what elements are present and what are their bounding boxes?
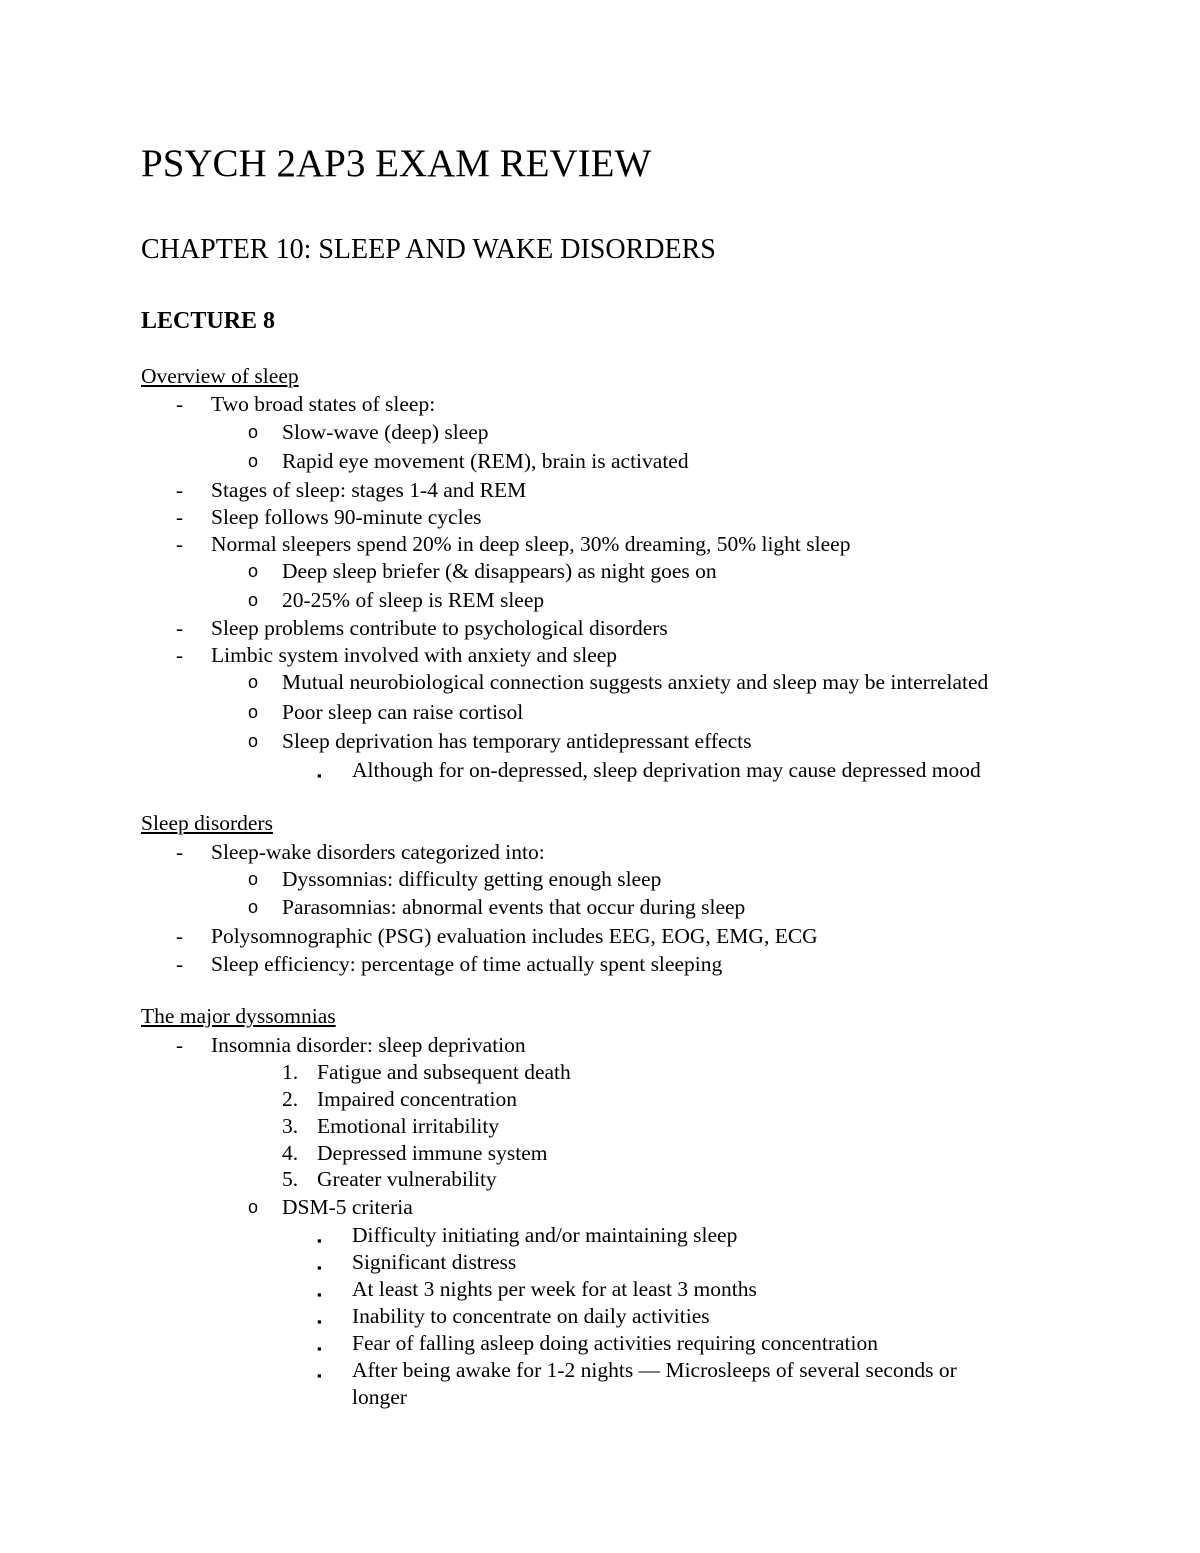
square-bullet: ▪ (317, 1287, 322, 1302)
list-item-text: Stages of sleep: stages 1-4 and REM (211, 478, 527, 502)
list-item-text: Difficulty initiating and/or maintaining sleep (352, 1223, 738, 1247)
list-item-text: Rapid eye movement (REM), brain is activated (282, 449, 689, 473)
square-bullet: ▪ (317, 1341, 322, 1356)
list-item-text: Impaired concentration (317, 1087, 517, 1111)
list-item-text: Normal sleepers spend 20% in deep sleep, 30% dreaming, 50% light sleep (211, 532, 851, 556)
section-heading-major-dyssomnias: The major dyssomnias (141, 1004, 336, 1028)
list-item-text: Significant distress (352, 1250, 517, 1274)
square-bullet: ▪ (317, 1368, 322, 1383)
circle-bullet: o (248, 561, 259, 581)
item-number: 1. (282, 1060, 299, 1084)
list-item-text: 20-25% of sleep is REM sleep (282, 588, 545, 612)
dash-bullet: - (176, 478, 183, 502)
item-number: 2. (282, 1087, 299, 1111)
list-item-text: Emotional irritability (317, 1114, 500, 1138)
section-heading-overview: Overview of sleep (141, 364, 299, 388)
list-item-text: DSM-5 criteria (282, 1195, 413, 1219)
chapter-heading: CHAPTER 10: SLEEP AND WAKE DISORDERS (141, 234, 716, 265)
item-number: 4. (282, 1141, 299, 1165)
list-item-text: Fatigue and subsequent death (317, 1060, 571, 1084)
dash-bullet: - (176, 532, 183, 556)
list-item-text: Slow-wave (deep) sleep (282, 420, 489, 444)
list-item-text: Sleep deprivation has temporary antidepressant effects (282, 729, 752, 753)
list-item-text: Insomnia disorder: sleep deprivation (211, 1033, 526, 1057)
dash-bullet: - (176, 643, 183, 667)
dash-bullet: - (176, 924, 183, 948)
circle-bullet: o (248, 897, 259, 917)
dash-bullet: - (176, 616, 183, 640)
circle-bullet: o (248, 869, 259, 889)
circle-bullet: o (248, 731, 259, 751)
list-item-text: Poor sleep can raise cortisol (282, 700, 524, 724)
list-item-text: longer (352, 1385, 407, 1409)
square-bullet: ▪ (317, 1260, 322, 1275)
list-item-text: Inability to concentrate on daily activities (352, 1304, 710, 1328)
circle-bullet: o (248, 702, 259, 722)
document-title: PSYCH 2AP3 EXAM REVIEW (141, 142, 652, 185)
item-number: 3. (282, 1114, 299, 1138)
list-item-text: Although for on-depressed, sleep deprivation may cause depressed mood (352, 758, 981, 782)
list-item-text: After being awake for 1-2 nights — Microsleeps of several seconds or (352, 1358, 957, 1382)
list-item-text: Greater vulnerability (317, 1167, 497, 1191)
dash-bullet: - (176, 840, 183, 864)
circle-bullet: o (248, 1197, 259, 1217)
list-item-text: Sleep problems contribute to psychological disorders (211, 616, 668, 640)
list-item-text: Limbic system involved with anxiety and sleep (211, 643, 618, 667)
list-item-text: Dyssomnias: difficulty getting enough sleep (282, 867, 662, 891)
dash-bullet: - (176, 1033, 183, 1057)
dash-bullet: - (176, 505, 183, 529)
section-heading-sleep-disorders: Sleep disorders (141, 811, 273, 835)
list-item-text: Depressed immune system (317, 1141, 548, 1165)
circle-bullet: o (248, 451, 259, 471)
circle-bullet: o (248, 422, 259, 442)
square-bullet: ▪ (317, 768, 322, 783)
list-item-text: Parasomnias: abnormal events that occur during sleep (282, 895, 746, 919)
list-item-text: Sleep follows 90-minute cycles (211, 505, 482, 529)
list-item-text: Polysomnographic (PSG) evaluation includes EEG, EOG, EMG, ECG (211, 924, 818, 948)
dash-bullet: - (176, 952, 183, 976)
list-item-text: Deep sleep briefer (& disappears) as night goes on (282, 559, 717, 583)
list-item-text: Sleep-wake disorders categorized into: (211, 840, 545, 864)
circle-bullet: o (248, 590, 259, 610)
item-number: 5. (282, 1167, 299, 1191)
list-item-text: Fear of falling asleep doing activities requiring concentration (352, 1331, 878, 1355)
list-item-text: Two broad states of sleep: (211, 392, 436, 416)
dash-bullet: - (176, 392, 183, 416)
list-item-text: Sleep efficiency: percentage of time actually spent sleeping (211, 952, 723, 976)
lecture-heading: LECTURE 8 (141, 308, 276, 334)
list-item-text: At least 3 nights per week for at least 3 months (352, 1277, 757, 1301)
circle-bullet: o (248, 672, 259, 692)
list-item-text: Mutual neurobiological connection suggests anxiety and sleep may be interrelated (282, 670, 989, 694)
square-bullet: ▪ (317, 1233, 322, 1248)
square-bullet: ▪ (317, 1314, 322, 1329)
